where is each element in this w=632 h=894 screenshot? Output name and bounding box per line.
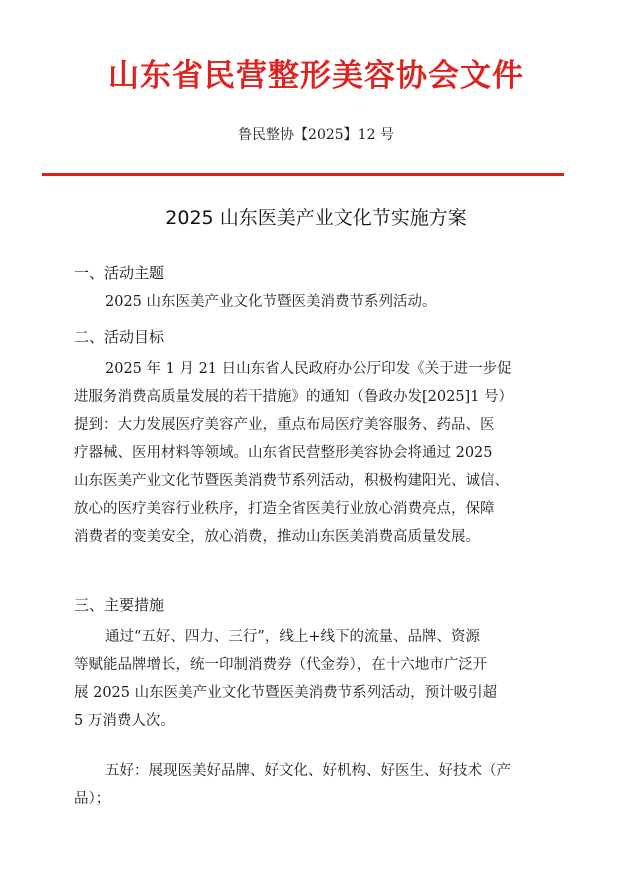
paragraph-line: 展 2025 山东医美产业文化节暨医美消费节系列活动，预计吸引超 [74, 685, 498, 701]
paragraph-line: 5 万消费人次。 [74, 713, 175, 729]
paragraph-line: 2025 山东医美产业文化节暨医美消费节系列活动。 [105, 294, 437, 310]
document-title: 2025 山东医美产业文化节实施方案 [165, 207, 467, 229]
document-number: 鲁民整协【2025】12 号 [238, 127, 394, 143]
paragraph-line: 疗器械、医用材料等领域。山东省民营整形美容协会将通过 2025 [74, 445, 493, 461]
section-paragraph-theme [74, 288, 564, 316]
paragraph-line: 品）； [74, 791, 111, 807]
paragraph-line: 山东医美产业文化节暨医美消费节系列活动，积极构建阳光、诚信、 [74, 473, 509, 489]
paragraph-line: 消费者的变美安全，放心消费，推动山东医美消费高质量发展。 [74, 529, 480, 545]
red-divider-line [42, 173, 564, 176]
paragraph-line: 2025 年 1 月 21 日山东省人民政府办公厅印发《关于进一步促 [105, 361, 512, 377]
organization-header: 山东省民营整形美容协会文件 [108, 58, 524, 94]
paragraph-line: 五好：展现医美好品牌、好文化、好机构、好医生、好技术（产 [105, 763, 511, 779]
paragraph-line: 等赋能品牌增长，统一印制消费券（代金券），在十六地市广泛开 [74, 657, 488, 673]
paragraph-line: 提到：大力发展医疗美容产业，重点布局医疗美容服务、药品、医 [74, 417, 495, 433]
section-paragraph-goals [74, 355, 564, 551]
section-paragraph-measures [74, 623, 564, 735]
section-paragraph-five-goods [74, 757, 564, 813]
paragraph-line: 放心的医疗美容行业秩序，打造全省医美行业放心消费亮点，保障 [74, 501, 495, 517]
section-heading-theme: 一、活动主题 [74, 264, 165, 282]
paragraph-line: 进服务消费高质量发展的若干措施》的通知（鲁政办发[2025]1 号） [74, 389, 514, 405]
paragraph-line: 通过“五好、四力、三行”，线上+线下的流量、品牌、资源 [105, 629, 480, 645]
section-heading-measures: 三、主要措施 [74, 596, 165, 614]
section-heading-goals: 二、活动目标 [74, 328, 165, 346]
